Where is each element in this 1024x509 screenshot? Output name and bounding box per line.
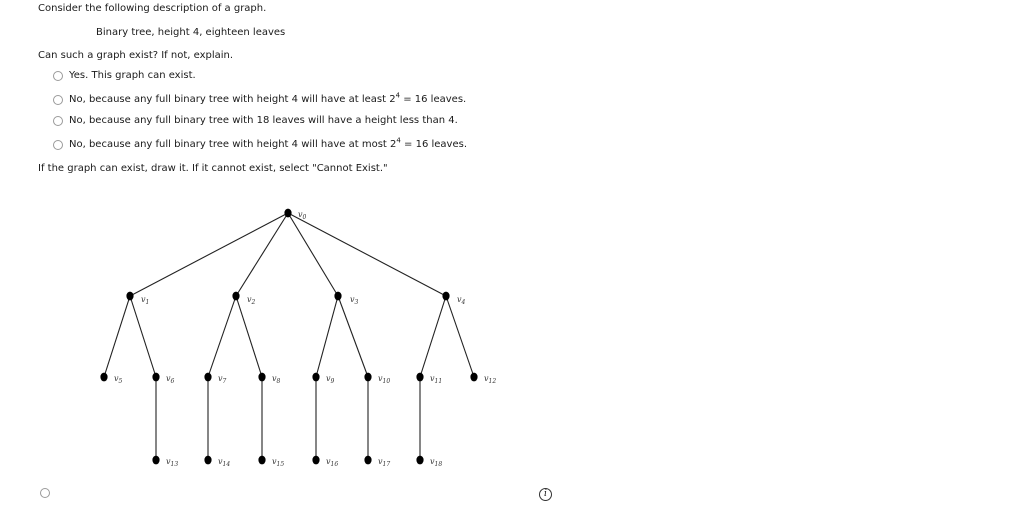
vertex-label-v5: $v_5$ — [114, 374, 123, 385]
edge-v0-v4 — [288, 213, 446, 296]
vertex-label-v0: $v_0$ — [298, 210, 307, 221]
radio-cannot-exist[interactable] — [40, 488, 50, 498]
info-icon[interactable]: i — [539, 488, 552, 501]
vertex-v1[interactable] — [126, 292, 133, 301]
vertex-v7[interactable] — [204, 373, 211, 382]
option-height-less-label: No, because any full binary tree with 18 leaves will have a height less than 4. — [69, 115, 458, 126]
vertex-v6[interactable] — [152, 373, 159, 382]
vertex-v5[interactable] — [100, 373, 107, 382]
edge-v3-v9 — [316, 296, 338, 377]
option-at-most-tail: = 16 leaves. — [400, 139, 468, 150]
edge-v4-v11 — [420, 296, 446, 377]
vertex-v9[interactable] — [312, 373, 319, 382]
vertex-label-v4: $v_4$ — [457, 295, 466, 306]
vertex-v3[interactable] — [334, 292, 341, 301]
vertex-label-v9: $v_9$ — [326, 374, 335, 385]
vertex-label-v12: $v_{12}$ — [484, 374, 497, 385]
edge-v4-v12 — [446, 296, 474, 377]
edge-v2-v7 — [208, 296, 236, 377]
edge-v0-v2 — [236, 213, 288, 296]
option-at-least-tail: = 16 leaves. — [400, 94, 467, 105]
vertex-label-v17: $v_{17}$ — [378, 457, 391, 468]
option-yes-label: Yes. This graph can exist. — [69, 70, 196, 81]
vertex-label-v11: $v_{11}$ — [430, 374, 443, 385]
vertex-v14[interactable] — [204, 456, 211, 465]
vertex-v13[interactable] — [152, 456, 159, 465]
option-at-least-text: No, because any full binary tree with height 4 will have at least 2 — [69, 94, 396, 105]
edge-v2-v8 — [236, 296, 262, 377]
question-text: Can such a graph exist? If not, explain. — [38, 50, 234, 61]
vertex-v8[interactable] — [258, 373, 265, 382]
vertex-v11[interactable] — [416, 373, 423, 382]
vertex-label-v15: $v_{15}$ — [272, 457, 285, 468]
vertex-label-v16: $v_{16}$ — [326, 457, 339, 468]
vertex-label-v2: $v_2$ — [247, 295, 256, 306]
vertex-label-v8: $v_8$ — [272, 374, 281, 385]
edge-v1-v5 — [104, 296, 130, 377]
vertex-v18[interactable] — [416, 456, 423, 465]
vertex-label-v13: $v_{13}$ — [166, 457, 179, 468]
edge-v0-v1 — [130, 213, 288, 296]
graph-description: Binary tree, height 4, eighteen leaves — [96, 27, 286, 38]
edge-v1-v6 — [130, 296, 156, 377]
vertex-v10[interactable] — [364, 373, 371, 382]
vertex-v0[interactable] — [284, 209, 291, 218]
vertex-label-v18: $v_{18}$ — [430, 457, 443, 468]
vertex-label-v14: $v_{14}$ — [218, 457, 231, 468]
vertex-v17[interactable] — [364, 456, 371, 465]
option-at-most-exponent: 4 — [396, 136, 401, 145]
vertex-label-v10: $v_{10}$ — [378, 374, 391, 385]
vertex-v12[interactable] — [470, 373, 477, 382]
edge-v3-v10 — [338, 296, 368, 377]
intro-text: Consider the following description of a graph. — [38, 3, 267, 14]
vertex-v16[interactable] — [312, 456, 319, 465]
vertex-v2[interactable] — [232, 292, 239, 301]
edge-v0-v3 — [288, 213, 338, 296]
option-at-most-text: No, because any full binary tree with height 4 will have at most 2 — [69, 139, 397, 150]
vertex-label-v6: $v_6$ — [166, 374, 175, 385]
option-at-least-exponent: 4 — [395, 91, 401, 100]
vertex-v4[interactable] — [442, 292, 449, 301]
vertex-label-v3: $v_3$ — [350, 295, 359, 306]
instruction-text: If the graph can exist, draw it. If it cannot exist, select "Cannot Exist." — [38, 163, 388, 174]
vertex-label-v1: $v_1$ — [141, 295, 150, 306]
vertex-v15[interactable] — [258, 456, 265, 465]
vertex-label-v7: $v_7$ — [218, 374, 227, 385]
